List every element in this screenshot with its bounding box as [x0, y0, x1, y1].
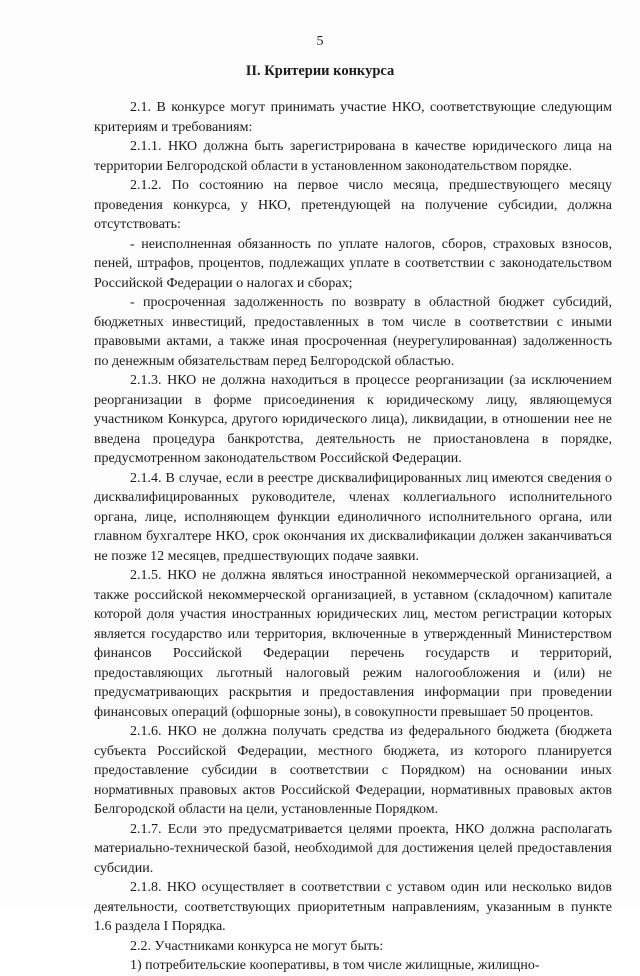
- paragraph-2-1-3: 2.1.3. НКО не должна находиться в процессе реорганизации (за исключением реорганизации в форме присоединения к юридическому лицу, являющемуся участником Конкурса, другого юридического лица), ликвидации, в отношении нее не введена процедура банкротства, деятельность не приостановлена в порядке, предусмотренном законодательством Российской Федерации.: [94, 373, 612, 466]
- paragraph-2-2: 2.2. Участниками конкурса не могут быть:: [130, 938, 384, 954]
- paragraph-2-1-5: 2.1.5. НКО не должна являться иностранной некоммерческой организацией, а также российской некоммерческой организацией, в уставном (складочном) капитале которой доля участия иностранных юридических лиц, местом регистрации которых является государство или территория, включенные в утвержденный Министерством финансов Российской Федерации перечень государств и территорий, предоставляющих льготный налоговый режим налогообложения и (или) не предусматривающих раскрытия и предоставления информации при проведении финансовых операций (офшорные зоны), в совокупности превышает 50 процентов.: [94, 568, 612, 720]
- paragraph-2-1-2: 2.1.2. По состоянию на первое число месяца, предшествующего месяцу проведения конкурса, у НКО, претендующей на получение субсидии, должна отсутствовать:: [94, 178, 612, 232]
- page-number: 5: [316, 34, 324, 49]
- paragraph-2-1-1: 2.1.1. НКО должна быть зарегистрирована в качестве юридического лица на территории Белгородской области в установленном законодательством порядке.: [94, 139, 612, 174]
- document-body: [94, 98, 612, 976]
- paragraph-2-1-7: 2.1.7. Если это предусматривается целями проекта, НКО должна располагать материально-технической базой, необходимой для достижения целей предоставления субсидии.: [94, 821, 612, 876]
- paragraph-bullet-debt: - просроченная задолженность по возврату в областной бюджет субсидий, бюджетных инвестиций, предоставленных в том числе в соответствии с иными правовыми актами, а также иная просроченная (неурегулированная) задолженность по денежным обязательствам перед Белгородской областью.: [94, 295, 612, 369]
- paragraph-2-1-8: 2.1.8. НКО осуществляет в соответствии с уставом один или несколько видов деятельности, соответствующих приоритетным направлениям, указанным в пункте 1.6 раздела I Порядка.: [94, 880, 612, 934]
- paragraph-2-2-item-1: 1) потребительские кооперативы, в том числе жилищные, жилищно-: [130, 958, 540, 973]
- paragraph-2-1-6: 2.1.6. НКО не должна получать средства из федерального бюджета (бюджета субъекта Российской Федерации, местного бюджета, из которого планируется предоставление субсидии в соответствии с Порядком) на основании иных нормативных правовых актов Российской Федерации, нормативных правовых актов Белгородской области на цели, установленные Порядком.: [94, 724, 612, 817]
- paragraph-2-1-4: 2.1.4. В случае, если в реестре дисквалифицированных лиц имеются сведения о дисквалифицированных руководителе, членах коллегиального исполнительного органа, лице, исполняющем функции единоличного исполнительного органа, или главном бухгалтере НКО, срок окончания их дисквалификации должен заканчиваться не позже 12 месяцев, предшествующих подаче заявки.: [94, 470, 612, 564]
- paragraph-2-1: 2.1. В конкурсе могут принимать участие НКО, соответствующие следующим критериям и требованиям:: [94, 100, 612, 135]
- paragraph-bullet-taxes: - неисполненная обязанность по уплате налогов, сборов, страховых взносов, пеней, штрафов, процентов, подлежащих уплате в соответствии с законодательством Российской Федерации о налогах и сборах;: [94, 236, 612, 291]
- section-title: II. Критерии конкурса: [245, 63, 395, 79]
